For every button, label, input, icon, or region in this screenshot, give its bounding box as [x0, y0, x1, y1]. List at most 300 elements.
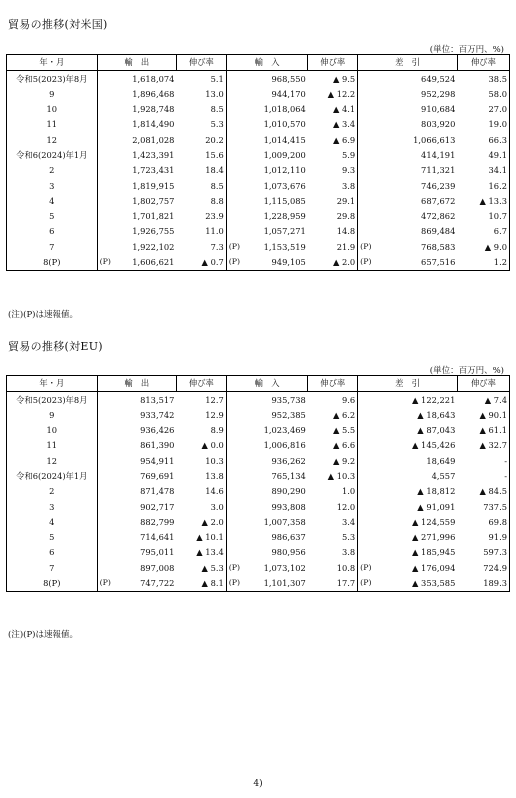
table-row — [7, 178, 510, 193]
cell-export-value: 1,814,490 — [132, 119, 175, 130]
table-row — [7, 102, 510, 117]
cell-export-prelim-mark — [97, 193, 115, 208]
cell-balance-value: 768,583 — [421, 241, 456, 252]
cell-import-value: 935,738 — [271, 394, 306, 405]
cell-export-value: 747,722 — [115, 576, 176, 592]
cell-import-prelim-mark — [226, 193, 244, 208]
cell-export-prelim-mark — [97, 209, 115, 224]
cell-export-prelim-mark — [97, 499, 115, 514]
cell-balance-prelim-mark — [358, 453, 376, 468]
cell-balance-growth: 19.0 — [457, 117, 509, 132]
cell-export-value: 1,922,102 — [132, 241, 175, 252]
table-row — [7, 255, 510, 271]
cell-export-growth: 12.9 — [176, 407, 226, 422]
cell-import-value: 1,018,064 — [263, 104, 306, 115]
cell-export-growth: 3.0 — [176, 499, 226, 514]
cell-import-growth: ▲ 6.2 — [308, 407, 358, 422]
cell-balance-growth: 724.9 — [457, 560, 509, 575]
cell-export-prelim-mark — [97, 102, 115, 117]
cell-balance-prelim-mark — [358, 193, 376, 208]
cell-export-value: 871,478 — [140, 486, 175, 497]
cell-import-value: 1,073,102 — [263, 562, 306, 573]
cell-balance-value: ▲ 271,996 — [412, 532, 456, 543]
cell-import-value: 993,808 — [271, 501, 306, 512]
cell-balance-value: 4,557 — [431, 470, 456, 481]
cell-import-growth: 9.6 — [308, 392, 358, 408]
cell-balance-growth: 58.0 — [457, 86, 509, 101]
cell-import-value: 890,290 — [271, 486, 306, 497]
cell-import-prelim-mark — [226, 484, 244, 499]
cell-import-value: 1,006,816 — [263, 440, 306, 451]
cell-import-growth: 29.1 — [308, 193, 358, 208]
cell-export-value: 1,896,468 — [132, 88, 175, 99]
cell-export-growth: 20.2 — [176, 132, 226, 147]
note-us: (注)(P)は速報値。 — [8, 310, 78, 320]
cell-import-prelim-mark — [226, 71, 244, 87]
cell-import-prelim-mark — [226, 392, 244, 408]
cell-month: 12 — [7, 132, 98, 147]
cell-export-growth: ▲ 8.1 — [176, 576, 226, 592]
cell-balance-prelim-mark — [358, 147, 376, 162]
cell-export-value: 933,742 — [140, 409, 175, 420]
cell-import-growth: 14.8 — [308, 224, 358, 239]
cell-import-prelim-mark — [226, 499, 244, 514]
cell-export-growth: ▲ 0.0 — [176, 438, 226, 453]
cell-import-value: 944,170 — [271, 88, 306, 99]
table-row — [7, 514, 510, 529]
cell-balance-value: ▲ 87,043 — [417, 425, 456, 436]
cell-import-prelim-mark — [226, 102, 244, 117]
cell-export-growth: 5.3 — [176, 117, 226, 132]
cell-export-growth: 11.0 — [176, 224, 226, 239]
cell-export-prelim-mark — [97, 514, 115, 529]
cell-export-value: 769,691 — [140, 470, 175, 481]
cell-month: 6 — [7, 224, 98, 239]
cell-import-growth: 3.8 — [308, 545, 358, 560]
cell-balance-value: ▲ 185,945 — [412, 547, 456, 558]
cell-import-value: 968,550 — [271, 73, 306, 84]
cell-balance-growth: 38.5 — [457, 71, 509, 87]
cell-import-growth: 29.8 — [308, 209, 358, 224]
cell-balance-value: ▲ 18,812 — [417, 486, 456, 497]
header-row — [7, 376, 510, 392]
cell-import-prelim-mark — [226, 438, 244, 453]
cell-export-growth: ▲ 13.4 — [176, 545, 226, 560]
cell-export-value: 861,390 — [140, 440, 175, 451]
cell-month: 6 — [7, 545, 98, 560]
cell-balance-prelim-mark — [358, 484, 376, 499]
cell-export-prelim-mark — [97, 178, 115, 193]
cell-import-value: 936,262 — [271, 455, 306, 466]
cell-balance-prelim-mark — [358, 514, 376, 529]
cell-balance-growth: 1.2 — [457, 255, 509, 271]
cell-import-prelim-mark — [226, 468, 244, 483]
table-row — [7, 392, 510, 408]
cell-balance-prelim-mark: (P) — [358, 239, 376, 254]
cell-export-growth: 23.9 — [176, 209, 226, 224]
cell-export-value: 897,008 — [140, 562, 175, 573]
cell-export-growth: 8.5 — [176, 102, 226, 117]
cell-balance-prelim-mark — [358, 468, 376, 483]
cell-import-growth: ▲ 3.4 — [308, 117, 358, 132]
cell-import-prelim-mark: (P) — [226, 576, 244, 592]
cell-export-prelim-mark — [97, 392, 115, 408]
cell-export-prelim-mark — [97, 484, 115, 499]
cell-export-prelim-mark: (P) — [97, 576, 115, 592]
cell-export-growth: 10.3 — [176, 453, 226, 468]
header-exports: 輸 出 — [97, 376, 176, 392]
table-row — [7, 484, 510, 499]
cell-import-prelim-mark — [226, 407, 244, 422]
cell-export-growth: 8.5 — [176, 178, 226, 193]
cell-balance-value: 869,484 — [421, 226, 456, 237]
cell-export-value: 902,717 — [140, 501, 175, 512]
table-row — [7, 163, 510, 178]
cell-balance-prelim-mark — [358, 163, 376, 178]
cell-balance-value: ▲ 176,094 — [412, 562, 456, 573]
cell-balance-growth: 27.0 — [457, 102, 509, 117]
cell-import-growth: ▲ 6.6 — [308, 438, 358, 453]
cell-export-prelim-mark — [97, 147, 115, 162]
cell-import-value: 1,009,200 — [263, 149, 306, 160]
cell-export-prelim-mark — [97, 545, 115, 560]
cell-balance-value: ▲ 124,559 — [412, 516, 456, 527]
cell-month: 5 — [7, 209, 98, 224]
cell-month: 2 — [7, 163, 98, 178]
table-row — [7, 560, 510, 575]
cell-month: 8(P) — [7, 255, 98, 271]
cell-export-value: 954,911 — [140, 455, 175, 466]
cell-balance-growth: 16.2 — [457, 178, 509, 193]
cell-balance-growth: 10.7 — [457, 209, 509, 224]
cell-balance-value: 657,516 — [376, 255, 458, 271]
cell-balance-value: 711,321 — [421, 165, 456, 176]
cell-import-value: 1,115,085 — [263, 195, 306, 206]
cell-import-value: 765,134 — [271, 470, 306, 481]
cell-import-growth: ▲ 9.2 — [308, 453, 358, 468]
cell-import-growth: ▲ 5.5 — [308, 423, 358, 438]
table-row — [7, 438, 510, 453]
header-export-growth: 伸び率 — [176, 376, 226, 392]
header-balance-growth: 伸び率 — [457, 55, 509, 71]
cell-balance-prelim-mark: (P) — [358, 576, 376, 592]
cell-balance-prelim-mark — [358, 545, 376, 560]
table-row — [7, 147, 510, 162]
cell-month: 8(P) — [7, 576, 98, 592]
cell-export-prelim-mark — [97, 468, 115, 483]
cell-export-value: 1,606,621 — [115, 255, 176, 271]
cell-export-value: 1,723,431 — [132, 165, 175, 176]
header-import-growth: 伸び率 — [308, 376, 358, 392]
header-year-month: 年・月 — [7, 376, 98, 392]
table-row — [7, 423, 510, 438]
cell-import-growth: ▲ 10.3 — [308, 468, 358, 483]
unit-label-us: (単位：百万円、%) — [429, 45, 504, 55]
cell-export-value: 936,426 — [140, 425, 175, 436]
table-row — [7, 132, 510, 147]
cell-import-growth: 17.7 — [308, 576, 358, 592]
cell-balance-prelim-mark — [358, 438, 376, 453]
cell-export-value: 1,701,821 — [132, 211, 175, 222]
cell-export-prelim-mark — [97, 453, 115, 468]
cell-month: 10 — [7, 423, 98, 438]
table-row — [7, 193, 510, 208]
cell-balance-prelim-mark — [358, 407, 376, 422]
cell-import-value: 1,010,570 — [263, 119, 306, 130]
cell-balance-value: ▲ 18,643 — [417, 409, 456, 420]
header-row — [7, 55, 510, 71]
cell-month: 7 — [7, 560, 98, 575]
cell-export-growth: 5.1 — [176, 71, 226, 87]
cell-balance-value: 910,684 — [421, 104, 456, 115]
cell-export-prelim-mark — [97, 86, 115, 101]
cell-export-value: 1,819,915 — [132, 180, 175, 191]
note-eu: (注)(P)は速報値。 — [8, 630, 78, 640]
cell-balance-prelim-mark — [358, 530, 376, 545]
header-import-growth: 伸び率 — [308, 55, 358, 71]
cell-balance-prelim-mark — [358, 178, 376, 193]
cell-balance-growth: 34.1 — [457, 163, 509, 178]
cell-export-growth: 13.8 — [176, 468, 226, 483]
cell-import-growth: ▲ 12.2 — [308, 86, 358, 101]
cell-balance-prelim-mark — [358, 86, 376, 101]
cell-export-growth: 8.8 — [176, 193, 226, 208]
cell-balance-prelim-mark — [358, 117, 376, 132]
unit-label-eu: (単位：百万円、%) — [429, 366, 504, 376]
cell-export-prelim-mark — [97, 407, 115, 422]
cell-export-value: 813,517 — [140, 394, 175, 405]
cell-import-value: 1,014,415 — [263, 134, 306, 145]
cell-export-value: 714,641 — [140, 532, 175, 543]
cell-month: 3 — [7, 178, 98, 193]
cell-export-prelim-mark — [97, 560, 115, 575]
cell-month: 11 — [7, 117, 98, 132]
cell-balance-value: 952,298 — [421, 88, 456, 99]
cell-balance-growth: - — [457, 468, 509, 483]
cell-balance-growth: 49.1 — [457, 147, 509, 162]
header-imports: 輸 入 — [226, 55, 308, 71]
cell-export-prelim-mark — [97, 163, 115, 178]
cell-import-value: 1,101,307 — [244, 576, 307, 592]
cell-month: 4 — [7, 514, 98, 529]
cell-balance-growth: 69.8 — [457, 514, 509, 529]
cell-export-prelim-mark — [97, 423, 115, 438]
cell-balance-growth: ▲ 84.5 — [457, 484, 509, 499]
cell-balance-prelim-mark — [358, 71, 376, 87]
section-title-eu: 貿易の推移(対EU) — [8, 340, 103, 353]
header-balance: 差 引 — [358, 376, 458, 392]
cell-import-prelim-mark — [226, 117, 244, 132]
cell-export-growth: 12.7 — [176, 392, 226, 408]
cell-export-growth: ▲ 10.1 — [176, 530, 226, 545]
cell-month: 3 — [7, 499, 98, 514]
cell-export-value: 1,928,748 — [132, 104, 175, 115]
cell-export-growth: 8.9 — [176, 423, 226, 438]
table-row — [7, 239, 510, 254]
table-row — [7, 453, 510, 468]
cell-balance-prelim-mark — [358, 499, 376, 514]
cell-balance-growth: ▲ 90.1 — [457, 407, 509, 422]
table-row — [7, 468, 510, 483]
page-number: 4) — [253, 779, 263, 789]
cell-import-prelim-mark: (P) — [226, 560, 244, 575]
cell-month: 9 — [7, 407, 98, 422]
cell-balance-value: 472,862 — [421, 211, 456, 222]
cell-balance-growth: ▲ 7.4 — [457, 392, 509, 408]
cell-month: 令和5(2023)年8月 — [7, 392, 98, 408]
cell-balance-value: 803,920 — [421, 119, 456, 130]
cell-balance-growth: 597.3 — [457, 545, 509, 560]
cell-balance-growth: ▲ 61.1 — [457, 423, 509, 438]
cell-import-value: 949,105 — [244, 255, 307, 271]
cell-balance-prelim-mark — [358, 423, 376, 438]
cell-month: 10 — [7, 102, 98, 117]
cell-import-value: 1,073,676 — [263, 180, 306, 191]
table-row — [7, 71, 510, 87]
cell-export-growth: 15.6 — [176, 147, 226, 162]
cell-export-prelim-mark — [97, 530, 115, 545]
cell-import-growth: 3.4 — [308, 514, 358, 529]
header-imports: 輸 入 — [226, 376, 308, 392]
header-balance: 差 引 — [358, 55, 458, 71]
cell-balance-prelim-mark — [358, 102, 376, 117]
cell-export-prelim-mark — [97, 132, 115, 147]
cell-import-value: 986,637 — [271, 532, 306, 543]
cell-balance-prelim-mark — [358, 392, 376, 408]
cell-import-prelim-mark — [226, 423, 244, 438]
cell-export-value: 795,011 — [140, 547, 175, 558]
cell-balance-prelim-mark: (P) — [358, 255, 376, 271]
cell-import-value: 1,057,271 — [263, 226, 306, 237]
cell-export-value: 882,799 — [140, 516, 175, 527]
cell-month: 9 — [7, 86, 98, 101]
cell-import-prelim-mark: (P) — [226, 239, 244, 254]
cell-import-growth: 3.8 — [308, 178, 358, 193]
cell-import-growth: 12.0 — [308, 499, 358, 514]
cell-import-value: 952,385 — [271, 409, 306, 420]
cell-import-growth: 5.9 — [308, 147, 358, 162]
cell-export-growth: ▲ 2.0 — [176, 514, 226, 529]
header-exports: 輸 出 — [97, 55, 176, 71]
cell-balance-growth: 91.9 — [457, 530, 509, 545]
table-row — [7, 576, 510, 592]
cell-balance-value: 649,524 — [421, 73, 456, 84]
cell-export-value: 2,081,028 — [132, 134, 175, 145]
table-row — [7, 224, 510, 239]
cell-export-value: 1,423,391 — [132, 149, 175, 160]
cell-import-prelim-mark — [226, 163, 244, 178]
cell-balance-growth: 66.3 — [457, 132, 509, 147]
cell-import-prelim-mark — [226, 147, 244, 162]
cell-import-value: 1,153,519 — [263, 241, 306, 252]
cell-import-growth: ▲ 6.9 — [308, 132, 358, 147]
cell-balance-prelim-mark — [358, 224, 376, 239]
cell-export-growth: ▲ 0.7 — [176, 255, 226, 271]
table-row — [7, 209, 510, 224]
cell-balance-value: ▲ 91,091 — [417, 501, 456, 512]
cell-balance-growth: 189.3 — [457, 576, 509, 592]
cell-balance-value: 746,239 — [421, 180, 456, 191]
cell-export-growth: 14.6 — [176, 484, 226, 499]
header-year-month: 年・月 — [7, 55, 98, 71]
cell-import-value: 1,228,959 — [263, 211, 306, 222]
cell-import-value: 1,007,358 — [263, 516, 306, 527]
cell-import-value: 980,956 — [271, 547, 306, 558]
cell-month: 5 — [7, 530, 98, 545]
cell-export-prelim-mark — [97, 438, 115, 453]
cell-import-growth: ▲ 2.0 — [308, 255, 358, 271]
cell-balance-growth: 737.5 — [457, 499, 509, 514]
cell-import-growth: 5.3 — [308, 530, 358, 545]
cell-export-prelim-mark — [97, 224, 115, 239]
cell-month: 令和6(2024)年1月 — [7, 468, 98, 483]
cell-import-prelim-mark — [226, 209, 244, 224]
cell-import-growth: 1.0 — [308, 484, 358, 499]
cell-balance-value: ▲ 353,585 — [376, 576, 458, 592]
cell-month: 12 — [7, 453, 98, 468]
cell-import-growth: ▲ 9.5 — [308, 71, 358, 87]
cell-month: 4 — [7, 193, 98, 208]
cell-import-prelim-mark — [226, 530, 244, 545]
cell-month: 2 — [7, 484, 98, 499]
cell-import-prelim-mark — [226, 86, 244, 101]
cell-export-growth: 18.4 — [176, 163, 226, 178]
cell-month: 令和6(2024)年1月 — [7, 147, 98, 162]
cell-import-prelim-mark: (P) — [226, 255, 244, 271]
cell-balance-value: 1,066,613 — [413, 134, 456, 145]
cell-import-prelim-mark — [226, 224, 244, 239]
cell-export-value: 1,926,755 — [132, 226, 175, 237]
cell-balance-growth: ▲ 32.7 — [457, 438, 509, 453]
cell-import-prelim-mark — [226, 132, 244, 147]
cell-month: 11 — [7, 438, 98, 453]
cell-import-prelim-mark — [226, 178, 244, 193]
cell-balance-value: 414,191 — [421, 149, 456, 160]
cell-import-growth: 9.3 — [308, 163, 358, 178]
cell-export-prelim-mark — [97, 71, 115, 87]
trade-table-eu — [6, 375, 510, 592]
cell-import-prelim-mark — [226, 453, 244, 468]
cell-import-value: 1,012,110 — [263, 165, 306, 176]
cell-import-prelim-mark — [226, 514, 244, 529]
cell-balance-growth: 6.7 — [457, 224, 509, 239]
table-row — [7, 530, 510, 545]
cell-month: 令和5(2023)年8月 — [7, 71, 98, 87]
cell-import-growth: ▲ 4.1 — [308, 102, 358, 117]
cell-export-prelim-mark — [97, 117, 115, 132]
table-row — [7, 407, 510, 422]
cell-balance-growth: ▲ 9.0 — [457, 239, 509, 254]
cell-balance-prelim-mark — [358, 132, 376, 147]
cell-export-prelim-mark: (P) — [97, 255, 115, 271]
cell-import-growth: 21.9 — [308, 239, 358, 254]
header-export-growth: 伸び率 — [176, 55, 226, 71]
cell-balance-value: ▲ 122,221 — [412, 394, 456, 405]
table-row — [7, 117, 510, 132]
cell-export-growth: 7.3 — [176, 239, 226, 254]
cell-balance-value: 687,672 — [421, 195, 456, 206]
cell-balance-prelim-mark: (P) — [358, 560, 376, 575]
cell-balance-growth: - — [457, 453, 509, 468]
section-title-us: 貿易の推移(対米国) — [8, 18, 108, 31]
cell-balance-value: ▲ 145,426 — [412, 440, 456, 451]
cell-export-prelim-mark — [97, 239, 115, 254]
cell-month: 7 — [7, 239, 98, 254]
table-row — [7, 545, 510, 560]
cell-balance-value: 18,649 — [426, 455, 456, 466]
cell-export-value: 1,802,757 — [132, 195, 175, 206]
cell-export-growth: 13.0 — [176, 86, 226, 101]
